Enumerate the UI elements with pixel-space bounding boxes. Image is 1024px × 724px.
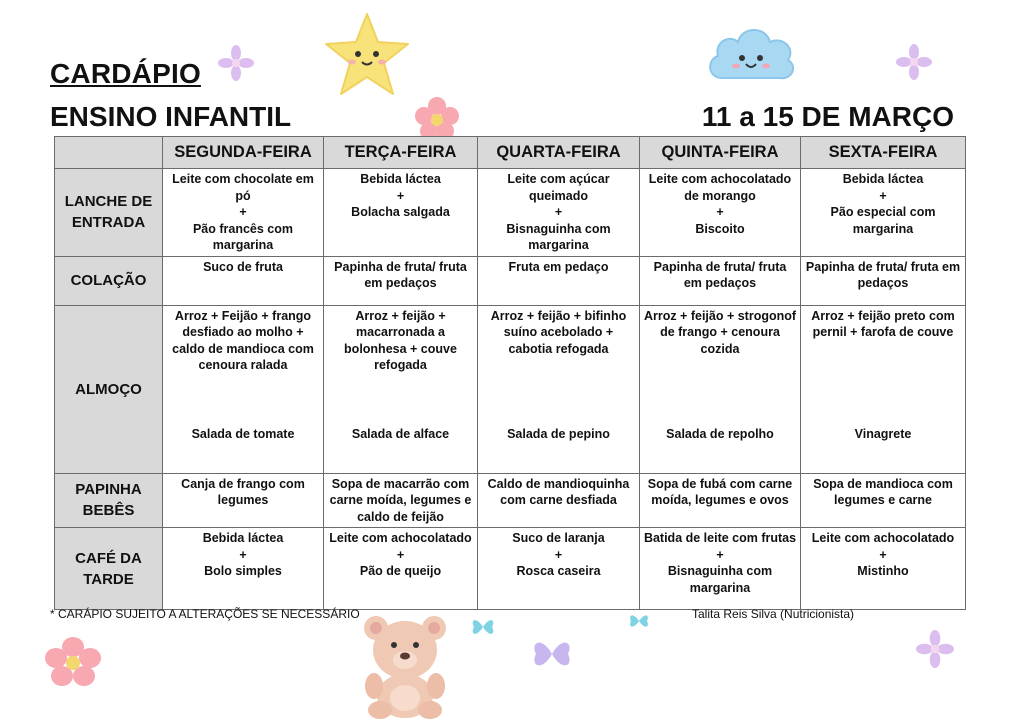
page-subtitle: ENSINO INFANTIL — [50, 101, 292, 132]
table-row — [55, 256, 966, 305]
menu-cell: Leite com açúcar queimado + Bisnaguinha com margarina — [478, 169, 640, 257]
menu-cell: Leite com achocolatado + Mistinho — [801, 528, 966, 610]
day-header: QUINTA-FEIRA — [640, 137, 801, 169]
menu-cell: Arroz + Feijão + frango desfiado ao molho + caldo de mandioca com cenoura ralada Salada de tomate — [163, 305, 324, 473]
menu-cell: Canja de frango com legumes — [163, 473, 324, 528]
menu-cell: Sopa de macarrão com carne moída, legumes e caldo de feijão — [324, 473, 478, 528]
menu-cell: Arroz + feijão + strogonof de frango + cenoura cozida Salada de repolho — [640, 305, 801, 473]
menu-cell: Bebida láctea + Bolo simples — [163, 528, 324, 610]
butterfly-icon — [530, 634, 574, 674]
meal-label-papinha: PAPINHA BEBÊS — [55, 473, 163, 528]
corner-cell — [55, 137, 163, 169]
table-row — [55, 169, 966, 257]
teddy-bear-icon — [360, 612, 450, 720]
meal-label-almoco: ALMOÇO — [55, 305, 163, 473]
table-row — [55, 305, 966, 473]
menu-cell: Caldo de mandioquinha com carne desfiada — [478, 473, 640, 528]
nutritionist-credit: Talita Reis Silva (Nutricionista) — [692, 607, 855, 621]
menu-table — [54, 136, 966, 610]
menu-cell: Batida de leite com frutas + Bisnaguinha com margarina — [640, 528, 801, 610]
table-row — [55, 473, 966, 528]
menu-cell: Leite com achocolatado + Pão de queijo — [324, 528, 478, 610]
menu-cell: Arroz + feijão + macarronada a bolonhesa + couve refogada Salada de alface — [324, 305, 478, 473]
flower-icon — [218, 45, 254, 81]
meal-label-cafe: CAFÉ DA TARDE — [55, 528, 163, 610]
menu-cell: Bebida láctea + Pão especial com margarina — [801, 169, 966, 257]
meal-label-colacao: COLAÇÃO — [55, 256, 163, 305]
menu-cell: Sopa de mandioca com legumes e carne — [801, 473, 966, 528]
menu-cell: Leite com achocolatado de morango + Biscoito — [640, 169, 801, 257]
menu-cell: Arroz + feijão preto com pernil + farofa de couve Vinagrete — [801, 305, 966, 473]
menu-cell: Papinha de fruta/ fruta em pedaços — [801, 256, 966, 305]
meal-label-lanche: LANCHE DE ENTRADA — [55, 169, 163, 257]
menu-cell: Leite com chocolate em pó + Pão francês com margarina — [163, 169, 324, 257]
menu-cell: Arroz + feijão + bifinho suíno acebolado + cabotia refogada Salada de pepino — [478, 305, 640, 473]
menu-cell: Bebida láctea + Bolacha salgada — [324, 169, 478, 257]
disclaimer-note: * CARÁPIO SUJEITO A ALTERAÇÕES SE NECESSÁRIO — [50, 607, 360, 621]
table-header-row — [55, 137, 966, 169]
star-icon — [322, 10, 412, 98]
table-row — [55, 528, 966, 610]
butterfly-icon — [470, 614, 496, 640]
butterfly-icon — [628, 610, 650, 632]
menu-cell: Papinha de fruta/ fruta em pedaços — [640, 256, 801, 305]
date-range: 11 a 15 DE MARÇO — [701, 101, 954, 132]
flower-icon — [896, 44, 932, 80]
menu-cell: Suco de fruta — [163, 256, 324, 305]
cloud-icon — [704, 16, 798, 86]
flower-icon — [916, 630, 954, 668]
day-header: SEXTA-FEIRA — [801, 137, 966, 169]
menu-cell: Fruta em pedaço — [478, 256, 640, 305]
flower-icon — [44, 636, 102, 688]
day-header: QUARTA-FEIRA — [478, 137, 640, 169]
day-header: SEGUNDA-FEIRA — [163, 137, 324, 169]
menu-cell: Suco de laranja + Rosca caseira — [478, 528, 640, 610]
day-header: TERÇA-FEIRA — [324, 137, 478, 169]
page-title: CARDÁPIO — [50, 58, 201, 89]
menu-cell: Papinha de fruta/ fruta em pedaços — [324, 256, 478, 305]
menu-cell: Sopa de fubá com carne moída, legumes e ovos — [640, 473, 801, 528]
